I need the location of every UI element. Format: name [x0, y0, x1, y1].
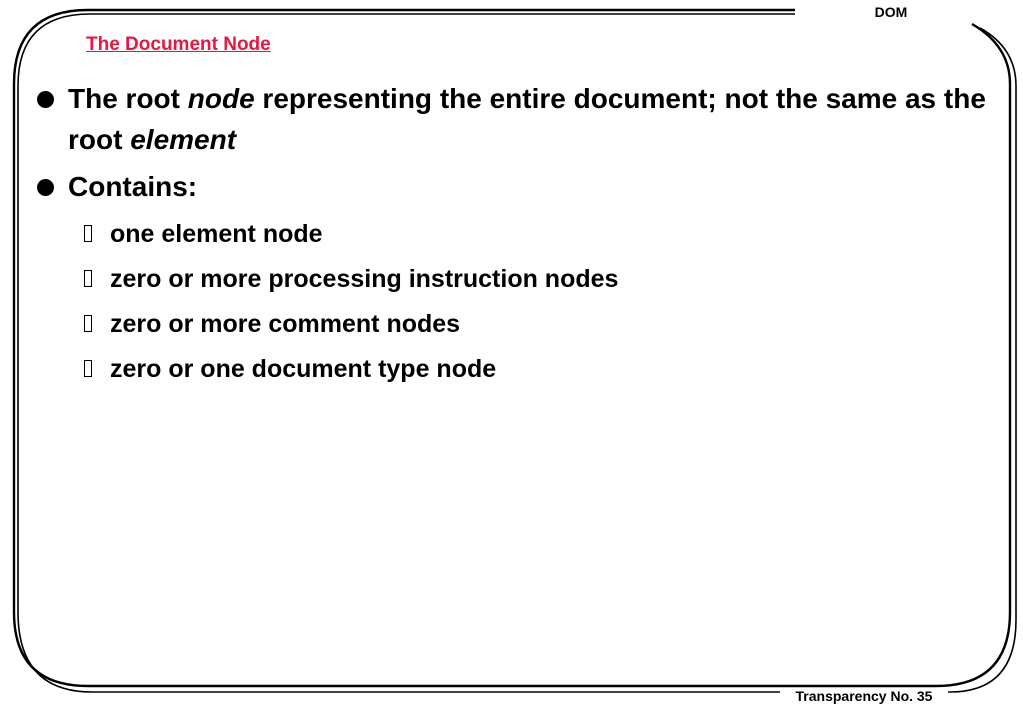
- slide-title: The Document Node: [86, 34, 271, 55]
- bullet-text-emphasis: element: [130, 124, 237, 155]
- bullet-text: Contains:: [68, 171, 198, 202]
- footer-label: Transparency No. 35: [780, 688, 948, 704]
- sub-bullet-box-icon: [84, 270, 92, 287]
- bullet-text-emphasis: node: [187, 83, 255, 114]
- bullet-text-part: representing the entire document; not the same as the root: [68, 83, 986, 155]
- header-label: DOM: [852, 4, 930, 20]
- bullet-dot-icon: [37, 179, 54, 196]
- bullet-dot-icon: [37, 91, 54, 108]
- sub-bullet-box-icon: [84, 225, 92, 242]
- sub-bullet-text: one element node: [110, 220, 323, 248]
- bullet-text-part: The root: [68, 83, 188, 114]
- sub-bullet-box-icon: [84, 360, 92, 377]
- sub-bullet-text: zero or more processing instruction nodes: [110, 265, 619, 293]
- bullet-text: [68, 78, 998, 160]
- sub-bullet-text: zero or more comment nodes: [110, 310, 461, 338]
- sub-bullet-box-icon: [84, 315, 92, 332]
- sub-bullet-text: zero or one document type node: [110, 355, 497, 383]
